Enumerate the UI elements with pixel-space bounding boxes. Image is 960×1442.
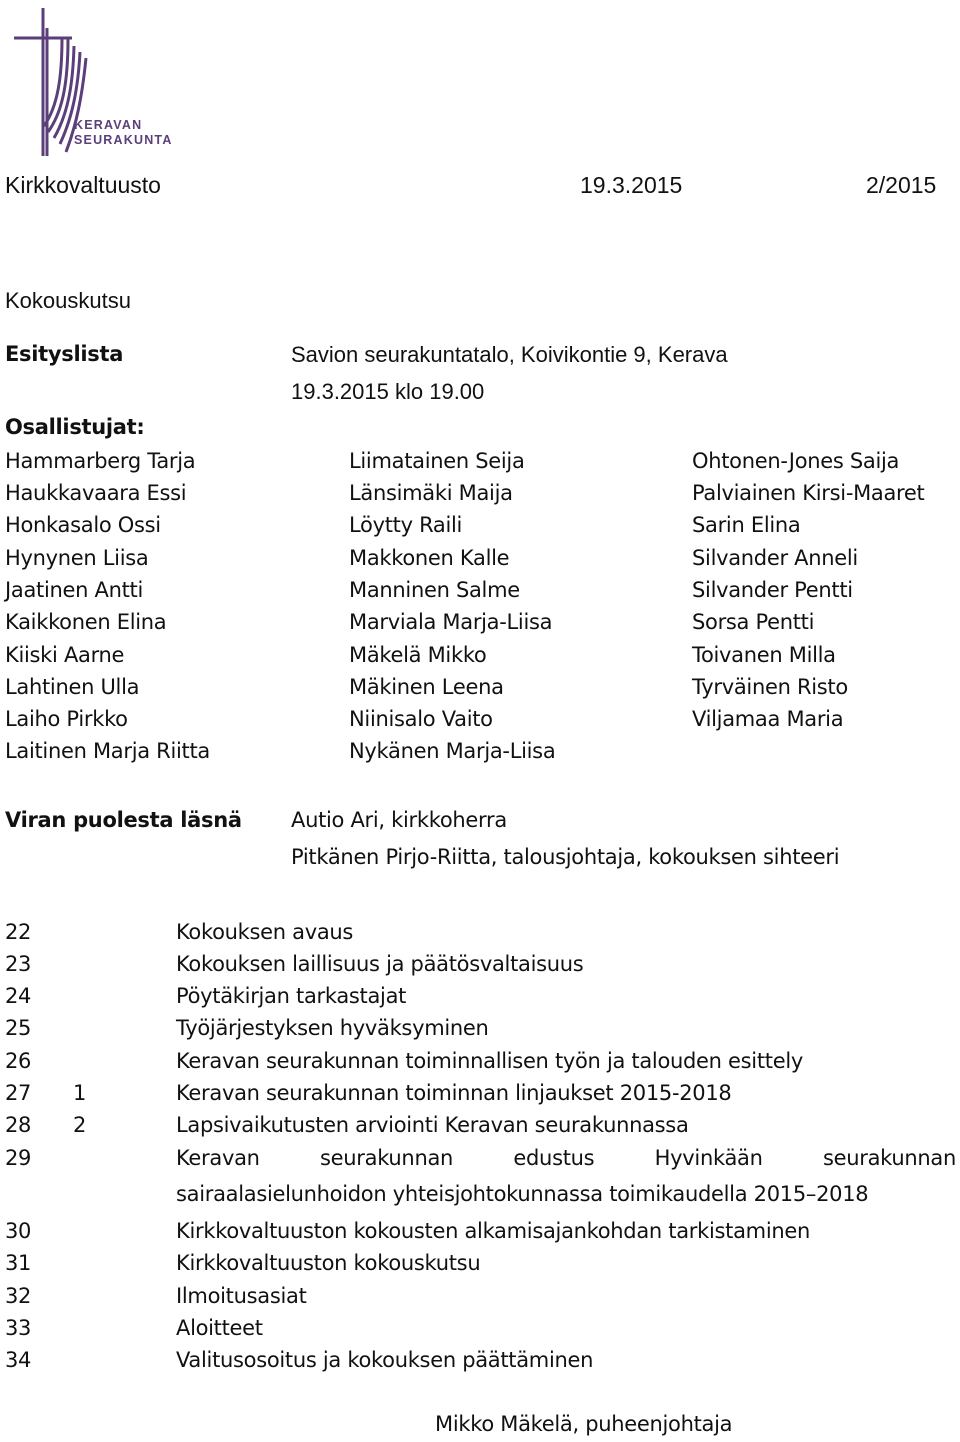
participant: Palviainen Kirsi-Maaret [692,481,925,505]
participant: Haukkavaara Essi [5,481,187,505]
participant: Hammarberg Tarja [5,449,196,473]
agenda-item-number: 27 [5,1081,32,1105]
agenda-item-number: 24 [5,984,32,1008]
agenda-label: Esityslista [5,342,124,366]
logo-text-line1: KERAVAN [74,118,143,132]
agenda-item-title-word: edustus [513,1146,595,1170]
ex-officio-label: Viran puolesta läsnä [5,808,242,832]
agenda-item-number: 32 [5,1284,32,1308]
agenda-item-title: Keravan seurakunnan toiminnan linjaukset 2015-2018 [176,1081,732,1105]
participant: Manninen Salme [349,578,520,602]
participant: Tyrväinen Risto [692,675,848,699]
agenda-item-title: Kokouksen laillisuus ja päätösvaltaisuus [176,952,584,976]
agenda-item-number: 34 [5,1348,32,1372]
agenda-item-title-word: seurakunnan [320,1146,454,1170]
header-number: 2/2015 [866,172,937,198]
agenda-item-title: Lapsivaikutusten arviointi Keravan seurakunnassa [176,1113,689,1137]
participant: Viljamaa Maria [692,707,844,731]
agenda-item-number: 22 [5,920,32,944]
agenda-item-title-continuation: sairaalasielunhoidon yhteisjohtokunnassa toimikaudella 2015–2018 [176,1182,869,1206]
participant: Löytty Raili [349,513,463,537]
meeting-type: Kokouskutsu [5,288,131,313]
participant: Marviala Marja-Liisa [349,610,553,634]
ex-officio-member: Pitkänen Pirjo-Riitta, talousjohtaja, kokouksen sihteeri [291,845,840,869]
agenda-item-number: 30 [5,1219,32,1243]
agenda-item-subnumber: 2 [73,1113,87,1137]
participant: Toivanen Milla [692,643,836,667]
agenda-item-number: 31 [5,1251,32,1275]
agenda-item-title: Kirkkovaltuuston kokousten alkamisajankohdan tarkistaminen [176,1219,811,1243]
participants-label: Osallistujat: [5,415,145,439]
agenda-item-title: Pöytäkirjan tarkastajat [176,984,407,1008]
participant: Lahtinen Ulla [5,675,140,699]
participant: Honkasalo Ossi [5,513,161,537]
participant: Silvander Pentti [692,578,853,602]
agenda-item-number: 26 [5,1049,32,1073]
agenda-item-title: Työjärjestyksen hyväksyminen [176,1016,489,1040]
meeting-time: 19.3.2015 klo 19.00 [291,379,485,404]
participant: Silvander Anneli [692,546,858,570]
header-body: Kirkkovaltuusto [5,172,161,198]
agenda-item-title: Kokouksen avaus [176,920,354,944]
keravan-seurakunta-logo [10,6,173,156]
participant: Mäkelä Mikko [349,643,487,667]
participant: Sorsa Pentti [692,610,815,634]
agenda-item-number: 25 [5,1016,32,1040]
agenda-item-title: Aloitteet [176,1316,263,1340]
participant: Jaatinen Antti [5,578,143,602]
participant: Niinisalo Vaito [349,707,493,731]
agenda-item-title: Keravan seurakunnan toiminnallisen työn ja talouden esittely [176,1049,803,1073]
participant: Ohtonen-Jones Saija [692,449,900,473]
participant: Liimatainen Seija [349,449,525,473]
participant: Kaikkonen Elina [5,610,167,634]
meeting-place: Savion seurakuntatalo, Koivikontie 9, Kerava [291,342,728,367]
participant: Hynynen Liisa [5,546,149,570]
agenda-item-number: 29 [5,1146,32,1170]
participant: Laitinen Marja Riitta [5,739,210,763]
agenda-item-number: 23 [5,952,32,976]
agenda-item-title: Ilmoitusasiat [176,1284,307,1308]
ex-officio-member: Autio Ari, kirkkoherra [291,808,507,832]
header-date: 19.3.2015 [580,172,683,198]
agenda-item-title: Kirkkovaltuuston kokouskutsu [176,1251,481,1275]
agenda-item-subnumber: 1 [73,1081,87,1105]
agenda-item-title [176,1146,956,1170]
agenda-item-title-word: Keravan [176,1146,260,1170]
agenda-item-title-word: Hyvinkään [654,1146,763,1170]
participant: Nykänen Marja-Liisa [349,739,556,763]
agenda-item-title-word: seurakunnan [822,1146,956,1170]
logo-text-line2: SEURAKUNTA [74,133,173,147]
participant: Sarin Elina [692,513,801,537]
participant: Länsimäki Maija [349,481,513,505]
agenda-item-title: Valitusosoitus ja kokouksen päättäminen [176,1348,594,1372]
agenda-item-number: 28 [5,1113,32,1137]
agenda-item-number: 33 [5,1316,32,1340]
participant: Laiho Pirkko [5,707,128,731]
participant: Makkonen Kalle [349,546,510,570]
signature: Mikko Mäkelä, puheenjohtaja [435,1412,733,1436]
participant: Mäkinen Leena [349,675,504,699]
participant: Kiiski Aarne [5,643,125,667]
